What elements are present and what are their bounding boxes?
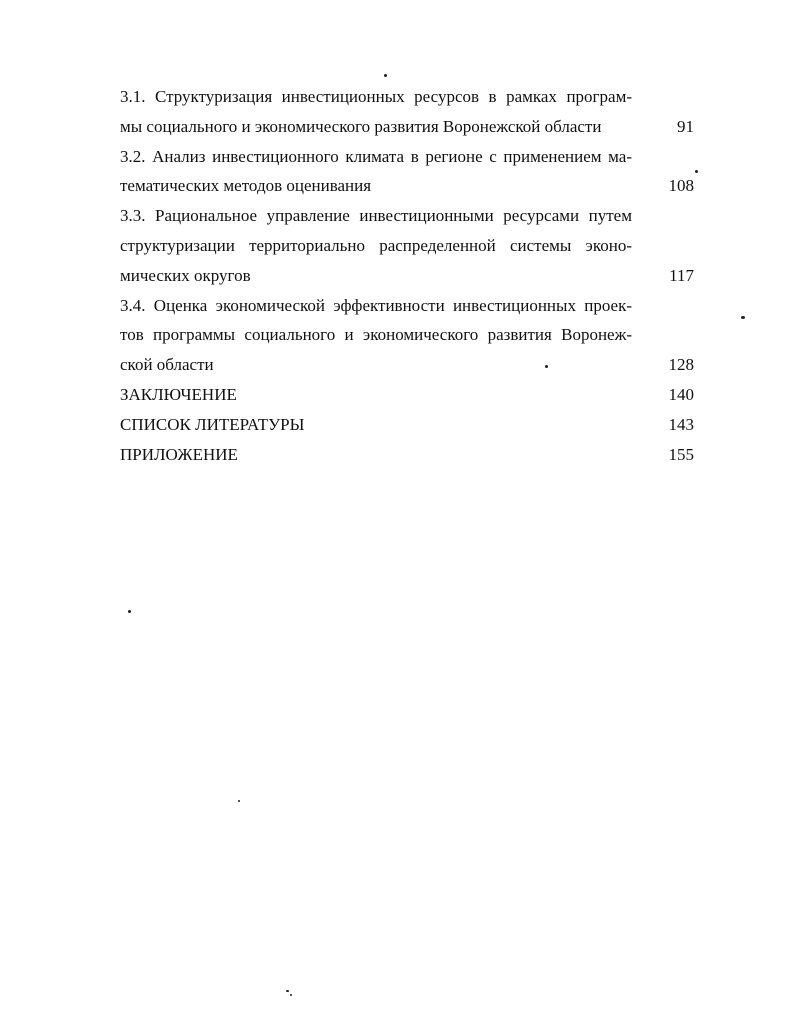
scan-speck [286,990,289,992]
scan-speck [741,316,745,319]
toc-page-number: 117 [669,265,694,285]
toc-page-number: 155 [668,444,694,464]
scan-speck [384,74,387,77]
toc-entry-line: 3.4. Оценка экономической эффективности инвестиционных проек- [120,295,632,315]
scan-speck [128,610,131,613]
toc-entry-title [120,201,632,290]
toc-entry-title [120,142,632,202]
toc-entry-line: 3.1. Структуризация инвестиционных ресурсов в рамках програм- [120,87,632,106]
toc-entry-line: 3.3. Рациональное управление инвестиционными ресурсами путем [120,206,632,226]
toc-entry-line: ЗАКЛЮЧЕНИЕ [120,384,237,404]
toc-entry-line: 3.2. Анализ инвестиционного климата в регионе с применением ма- [120,146,632,166]
toc-page-number: 128 [668,355,694,375]
toc-entry-line: тов программы социального и экономического развития Воронеж- [120,325,632,345]
toc-entry-line: ПРИЛОЖЕНИЕ [120,444,238,464]
toc-entry-3-4 [120,291,694,380]
toc-entry-line: СПИСОК ЛИТЕРАТУРЫ [120,414,305,434]
toc-page-number: 140 [668,384,694,404]
toc-entry-3-3 [120,201,694,290]
toc-entry-3-2 [120,142,694,202]
toc-page-number: 143 [668,414,694,434]
toc-entry-title [120,410,632,440]
scan-speck [238,800,240,802]
scan-speck [545,365,548,368]
toc-entry-line: мических округов [120,265,251,285]
toc-entry-conclusion [120,380,694,410]
toc-page-number: 108 [668,176,694,196]
toc-entry-title [120,380,632,410]
toc-entry-3-1 [120,82,694,142]
toc-entry-references [120,410,694,440]
toc-entry-title [120,440,632,470]
toc-entry-line: ской области [120,355,214,375]
toc-entry-title [120,291,632,380]
scan-speck [695,170,698,173]
toc-entry-title [120,82,632,142]
toc-entry-line: структуризации территориально распределенной системы эконо- [120,235,632,255]
toc-entry-appendix [120,440,694,470]
scan-speck [290,994,292,996]
toc-page-number: 91 [677,116,694,136]
table-of-contents [120,82,694,469]
toc-entry-line: мы социального и экономического развития Воронежской области [120,116,602,136]
toc-entry-line: тематических методов оценивания [120,176,372,196]
